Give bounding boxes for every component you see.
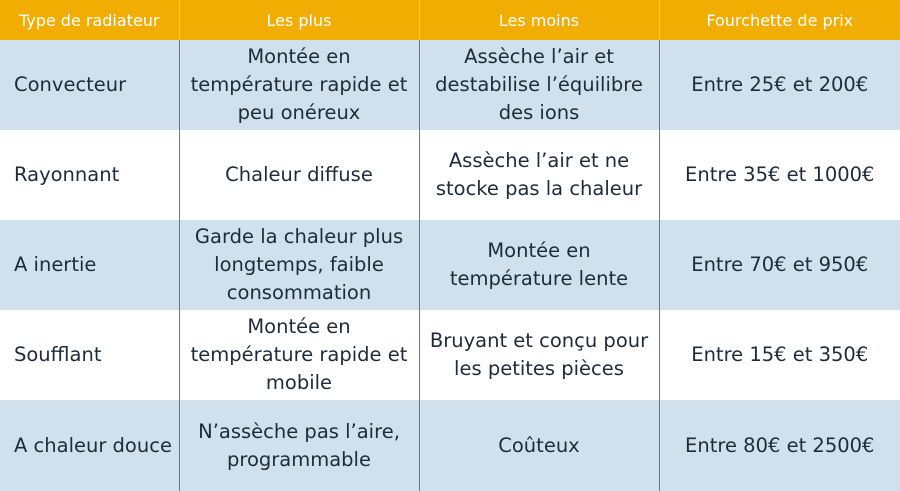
header-type: Type de radiateur xyxy=(0,0,179,40)
cell-prix: Entre 25€ et 200€ xyxy=(659,40,900,130)
table-row xyxy=(0,220,900,310)
cell-plus: Montée en température rapide et peu onéreux xyxy=(179,40,419,130)
cell-type: Rayonnant xyxy=(0,130,179,220)
cell-type: Soufflant xyxy=(0,310,179,400)
header-prix: Fourchette de prix xyxy=(659,0,900,40)
table-row xyxy=(0,130,900,220)
cell-type: Convecteur xyxy=(0,40,179,130)
cell-moins: Assèche l’air et ne stocke pas la chaleur xyxy=(419,130,659,220)
cell-plus: N’assèche pas l’aire, programmable xyxy=(179,400,419,491)
cell-moins: Bruyant et conçu pour les petites pièces xyxy=(419,310,659,400)
table-header xyxy=(0,0,900,40)
table-row xyxy=(0,310,900,400)
table-row xyxy=(0,400,900,491)
cell-prix: Entre 15€ et 350€ xyxy=(659,310,900,400)
table-row xyxy=(0,40,900,130)
cell-type: A inertie xyxy=(0,220,179,310)
header-row xyxy=(0,0,900,40)
cell-moins: Montée en température lente xyxy=(419,220,659,310)
cell-plus: Garde la chaleur plus longtemps, faible consommation xyxy=(179,220,419,310)
cell-type: A chaleur douce xyxy=(0,400,179,491)
cell-plus: Chaleur diffuse xyxy=(179,130,419,220)
table-body xyxy=(0,40,900,491)
cell-moins: Coûteux xyxy=(419,400,659,491)
cell-prix: Entre 80€ et 2500€ xyxy=(659,400,900,491)
cell-plus: Montée en température rapide et mobile xyxy=(179,310,419,400)
header-moins: Les moins xyxy=(419,0,659,40)
cell-moins: Assèche l’air et destabilise l’équilibre des ions xyxy=(419,40,659,130)
cell-prix: Entre 35€ et 1000€ xyxy=(659,130,900,220)
cell-prix: Entre 70€ et 950€ xyxy=(659,220,900,310)
header-plus: Les plus xyxy=(179,0,419,40)
